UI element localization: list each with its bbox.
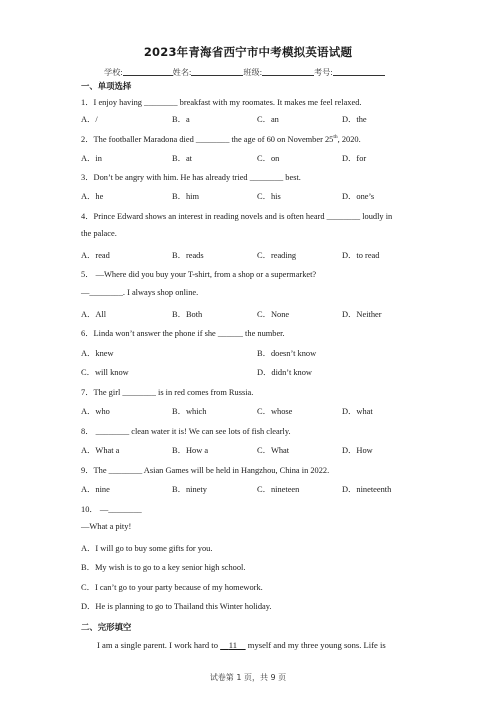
q6-option-b[interactable]: B．doesn’t know: [257, 349, 317, 358]
exam-no-blank[interactable]: [333, 66, 385, 76]
q1-option-a[interactable]: A．/: [81, 115, 98, 124]
q10-option-c[interactable]: C．I can’t go to your party because of my homework.: [81, 583, 263, 592]
q5-option-a[interactable]: A．All: [81, 310, 107, 319]
q6-option-c[interactable]: C．will know: [81, 368, 129, 377]
question-9-stem: 9．The ________ Asian Games will be held in Hangzhou, China in 2022.: [81, 466, 330, 475]
question-5-stem: 5． —Where did you buy your T-shirt, from a shop or a supermarket?: [81, 270, 317, 279]
q10-option-b[interactable]: B．My wish is to go to a key senior high school.: [81, 563, 246, 572]
question-3-stem: 3．Don’t be angry with him. He has already tried ________ best.: [81, 173, 301, 182]
question-4-stem: 4．Prince Edward shows an interest in reading novels and is often heard ________ loudly in: [81, 212, 393, 221]
question-2-stem: [81, 133, 361, 145]
q6-option-d[interactable]: D．didn’t know: [257, 368, 312, 377]
q7-option-d[interactable]: D．what: [342, 407, 373, 416]
q4-option-d[interactable]: D．to read: [342, 251, 380, 260]
q1-option-d[interactable]: D．the: [342, 115, 367, 124]
cloze-passage-line: [97, 640, 386, 650]
q9-option-a[interactable]: A．nine: [81, 485, 110, 494]
question-7-stem: 7．The girl ________ is in red comes from Russia.: [81, 388, 254, 397]
q4-option-c[interactable]: C．reading: [257, 251, 297, 260]
question-1-stem: 1．I enjoy having ________ breakfast with my roomates. It makes me feel relaxed.: [81, 98, 362, 107]
passage-text-end: myself and my three young sons. Life is: [245, 640, 386, 650]
q8-option-c[interactable]: C．What: [257, 446, 290, 455]
q2-option-b[interactable]: B．at: [172, 154, 193, 163]
q9-option-c[interactable]: C．nineteen: [257, 485, 300, 494]
q2-stem-end: , 2020.: [337, 135, 361, 144]
school-blank[interactable]: [123, 66, 173, 76]
q9-option-b[interactable]: B．ninety: [172, 485, 207, 494]
blank-number: 11: [228, 640, 238, 650]
q7-option-c[interactable]: C．whose: [257, 407, 293, 416]
q2-stem-sup: th: [333, 134, 338, 141]
q7-option-a[interactable]: A．who: [81, 407, 110, 416]
q5-option-d[interactable]: D．Neither: [342, 310, 382, 319]
q2-option-d[interactable]: D．for: [342, 154, 367, 163]
q2-option-a[interactable]: A．in: [81, 154, 102, 163]
question-5-stem-cont: —________. I always shop online.: [81, 288, 199, 297]
q8-option-d[interactable]: D．How: [342, 446, 373, 455]
q7-option-b[interactable]: B．which: [172, 407, 207, 416]
q3-option-a[interactable]: A．he: [81, 192, 104, 201]
cloze-blank-11[interactable]: [220, 640, 245, 650]
q2-option-c[interactable]: C．on: [257, 154, 280, 163]
class-blank[interactable]: [262, 66, 314, 76]
q8-option-a[interactable]: A．What a: [81, 446, 120, 455]
student-info-line: [104, 66, 385, 78]
class-label: 班级:: [243, 68, 262, 77]
q5-option-c[interactable]: C．None: [257, 310, 290, 319]
q1-option-c[interactable]: C．an: [257, 115, 279, 124]
q4-option-a[interactable]: A．read: [81, 251, 110, 260]
q1-option-b[interactable]: B．a: [172, 115, 190, 124]
question-6-stem: 6．Linda won’t answer the phone if she ______ the number.: [81, 329, 285, 338]
q10-option-a[interactable]: A．I will go to buy some gifts for you.: [81, 544, 213, 553]
section-heading-cloze: 二、完形填空: [81, 622, 132, 632]
question-4-stem-cont: the palace.: [81, 229, 117, 238]
page-title: 2023年青海省西宁市中考模拟英语试题: [143, 45, 353, 59]
question-8-stem: 8． ________ clean water it is! We can see lots of fish clearly.: [81, 427, 291, 436]
passage-text-start: I am a single parent. I work hard to: [97, 640, 221, 650]
q2-stem-text: 2．The footballer Maradona died ________ the age of 60 on November 25: [81, 135, 334, 144]
q3-option-d[interactable]: D．one’s: [342, 192, 375, 201]
q3-option-b[interactable]: B．him: [172, 192, 199, 201]
q10-option-d[interactable]: D．He is planning to go to Thailand this Winter holiday.: [81, 602, 272, 611]
name-label: 姓名:: [172, 68, 192, 77]
q4-option-b[interactable]: B．reads: [172, 251, 204, 260]
q9-option-d[interactable]: D．nineteenth: [342, 485, 392, 494]
school-label: 学校:: [104, 68, 123, 77]
name-blank[interactable]: [191, 66, 243, 76]
question-10-stem: 10． —________: [81, 505, 142, 514]
page-footer: 试卷第 1 页，共 9 页: [209, 673, 287, 682]
q6-option-a[interactable]: A．knew: [81, 349, 114, 358]
q3-option-c[interactable]: C．his: [257, 192, 281, 201]
exam-no-label: 考号:: [313, 68, 333, 77]
question-10-stem-cont: —What a pity!: [81, 522, 132, 531]
q8-option-b[interactable]: B．How a: [172, 446, 209, 455]
q5-option-b[interactable]: B．Both: [172, 310, 203, 319]
section-heading-single-choice: 一、单项选择: [81, 81, 132, 91]
